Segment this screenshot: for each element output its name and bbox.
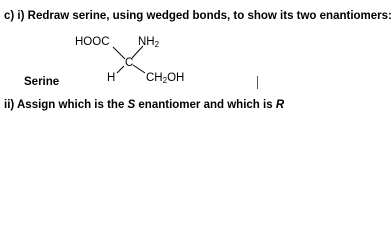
s-enantiomer-letter: S [127,99,136,111]
group-nh2 [138,36,160,49]
group-h: H [107,72,116,84]
molecule-name-label: Serine [24,76,60,88]
question-number: c) i) [4,10,25,22]
question-ii-middle: enantiomer and which is [135,99,276,111]
central-carbon: C [125,57,134,69]
r-enantiomer-letter: R [275,99,285,111]
bond-to-h [117,66,124,73]
nh-text: NH [138,36,155,48]
group-ch2oh [146,72,184,85]
ch-subscript: 2 [162,76,168,85]
question-ii-prefix: ii) Assign which is the [4,99,128,111]
text-cursor [257,76,258,89]
question-c-part-ii [4,98,284,112]
question-text: Redraw serine, using wedged bonds, to show its two enantiomers: [24,10,392,22]
bond-to-hooc [113,47,125,59]
nh-subscript: 2 [154,40,160,49]
bond-to-ch2oh [133,65,145,73]
ch-text: CH [146,72,163,84]
group-hooc: HOOC [75,36,110,48]
oh-text: OH [167,72,185,84]
